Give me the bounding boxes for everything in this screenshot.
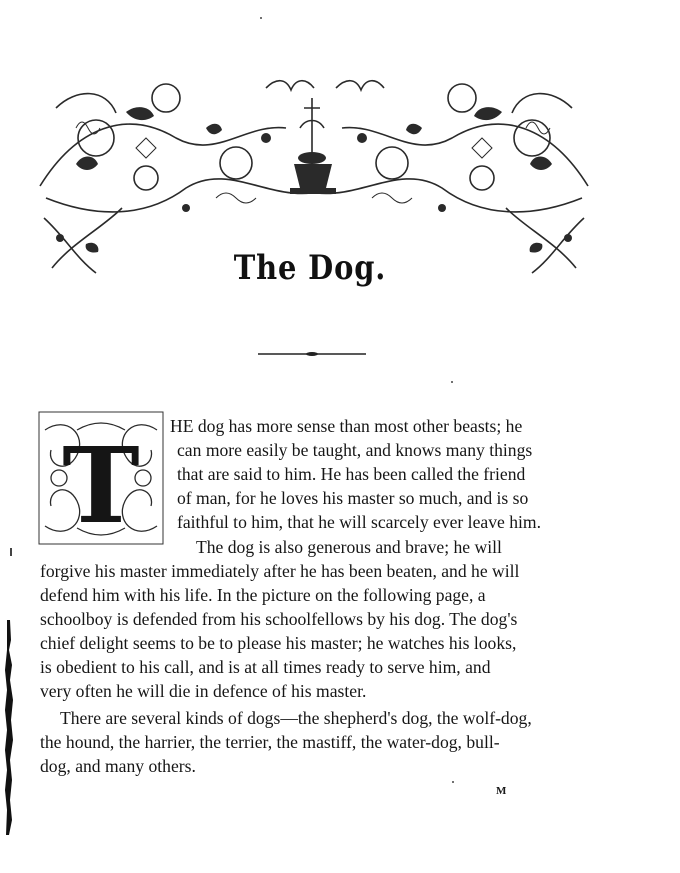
text-line: faithful to him, that he will scarcely ever leave him. (177, 512, 541, 532)
signature-mark: M (496, 785, 508, 797)
text-line: is obedient to his call, and is at all times ready to serve him, and (40, 657, 491, 677)
page-title: The Dog. (233, 248, 387, 288)
floral-header-ornament (36, 68, 592, 278)
text-line: defend him with his life. In the picture on the following page, a (40, 585, 486, 605)
text-line: the hound, the harrier, the terrier, the mastiff, the water-dog, bull- (40, 732, 500, 752)
text-line: can more easily be taught, and knows many things (177, 440, 533, 460)
drop-cap-letter: T (62, 424, 140, 546)
binding-edge-shadow (4, 620, 14, 835)
text-line: forgive his master immediately after he has been beaten, and he will (40, 561, 520, 581)
page-speck (452, 781, 454, 783)
text-line: There are several kinds of dogs—the shepherd's dog, the wolf-dog, (60, 708, 532, 728)
text-line: dog, and many others. (40, 756, 196, 776)
text-line: HE dog has more sense than most other beasts; he (170, 416, 523, 436)
text-line: chief delight seems to be to please his master; he watches his looks, (40, 633, 517, 653)
title-divider-rule (258, 350, 366, 358)
text-line: schoolboy is defended from his schoolfellows by his dog. The dog's (40, 609, 518, 629)
text-line: that are said to him. He has been called the friend (177, 464, 526, 484)
text-line: The dog is also generous and brave; he will (196, 537, 502, 557)
decorated-drop-cap (37, 410, 165, 546)
page-speck (10, 548, 12, 556)
text-line: very often he will die in defence of his master. (40, 681, 367, 701)
page-speck (260, 17, 262, 19)
page-speck (451, 381, 453, 383)
text-line: of man, for he loves his master so much, and is so (177, 488, 529, 508)
